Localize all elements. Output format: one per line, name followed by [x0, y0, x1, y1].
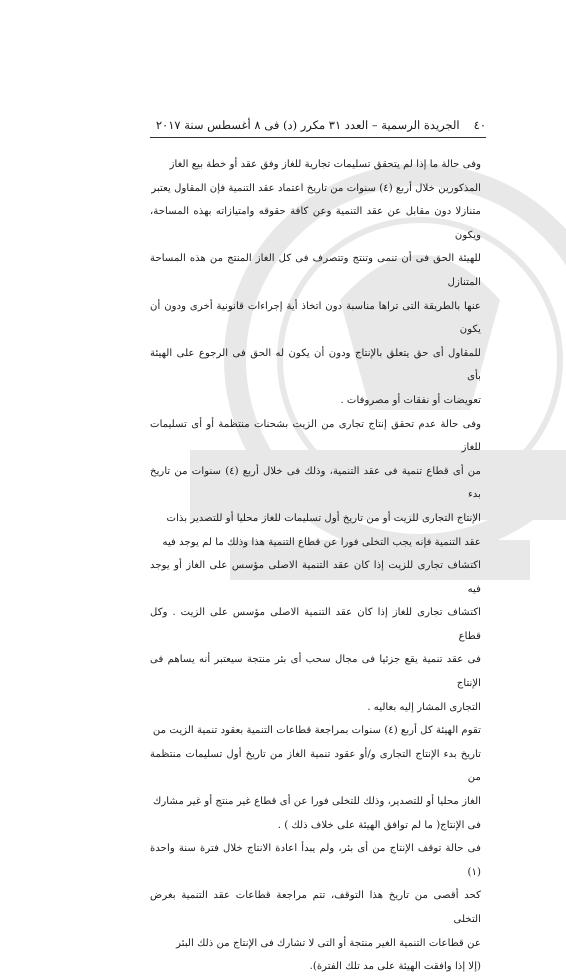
gazette-title: الجريدة الرسمية – العدد ٣١ مكرر (د) فى ٨ أغسطس سنة ٢٠١٧: [155, 118, 460, 132]
page-header: [150, 118, 486, 132]
paragraph-2: وفى حالة عدم تحقق إنتاج تجارى من الزيت بشحنات منتظمة أو أى تسليمات للغاز من أى قطاع تنمية فى عقد التنمية، وذلك فى خلال أربع (٤) سنوات من تاريخ بدء الإنتاج التجارى للزيت أو من تاريخ أول تسليمات للغاز محليا أو للتصدير بذات عقد التنمية فإنه يجب التخلى فورا عن قطاع التنمية هذا وذلك ما لم يوجد فيه اكتشاف تجارى للزيت إذا كان عقد التنمية الاصلى مؤسس على الغاز أو يوجد فيه اكتشاف تجارى للغاز إذا كان عقد التنمية الاصلى مؤسس على الزيت . وكل قطاع فى عقد تنمية يقع جزئيا فى مجال سحب أى بئر منتجة سيعتبر أنه يساهم فى الإنتاج التجارى المشار إليه بعاليه .: [150, 418, 482, 713]
paragraph-1: وفى حالة ما إذا لم يتحقق تسليمات تجارية للغاز وفق عقد أو خطة بيع الغاز المذكورين خلال أربع (٤) سنوات من تاريخ اعتماد عقد التنمية فإن المقاول يعتبر متنازلا دون مقابل عن عقد التنمية وعن كافة حقوقه وامتيازاته بهذه المساحة، ويكون للهيئة الحق فى أن تنمى وتنتج وتتصرف فى كل الغاز المنتج من هذه المساحة المتنازل عنها بالطريقة التى تراها مناسبة دون اتخاذ أية إجراءات قانونية أخرى ودون أن يكون للمقاول أى حق يتعلق بالإنتاج ودون أن يكون له الحق فى الرجوع على الهيئة بأى تعويضات أو نفقات أو مصروفات .: [150, 159, 481, 406]
header-divider: [150, 137, 486, 138]
page-number: ٤٠: [473, 118, 486, 132]
paragraph-3: تقوم الهيئة كل أربع (٤) سنوات بمراجعة قطاعات التنمية بعقود تنمية الزيت من تاريخ بدء الإنتاج التجارى و/أو عقود تنمية الغاز من تاريخ أول تسليمات منتظمة من الغاز محليا أو للتصدير، وذلك للتخلى فورا عن أى قطاع غير منتج أو غير مشارك فى الإنتاج( ما لم توافق الهيئة على خلاف ذلك ) .: [150, 725, 481, 831]
document-body: [150, 153, 481, 979]
paragraph-4: فى حالة توقف الإنتاج من أى بئر، ولم يبدأ اعادة الانتاج خلال فترة سنة واحدة (١) كحد أقصى من تاريخ هذا التوقف، تتم مراجعة قطاعات عقد التنمية بغرض التخلى عن قطاعات التنمية الغير منتجة أو التى لا تشارك فى الإنتاج من ذلك البئر (إلا إذا وافقت الهيئة على مد تلك الفترة).: [150, 843, 481, 973]
